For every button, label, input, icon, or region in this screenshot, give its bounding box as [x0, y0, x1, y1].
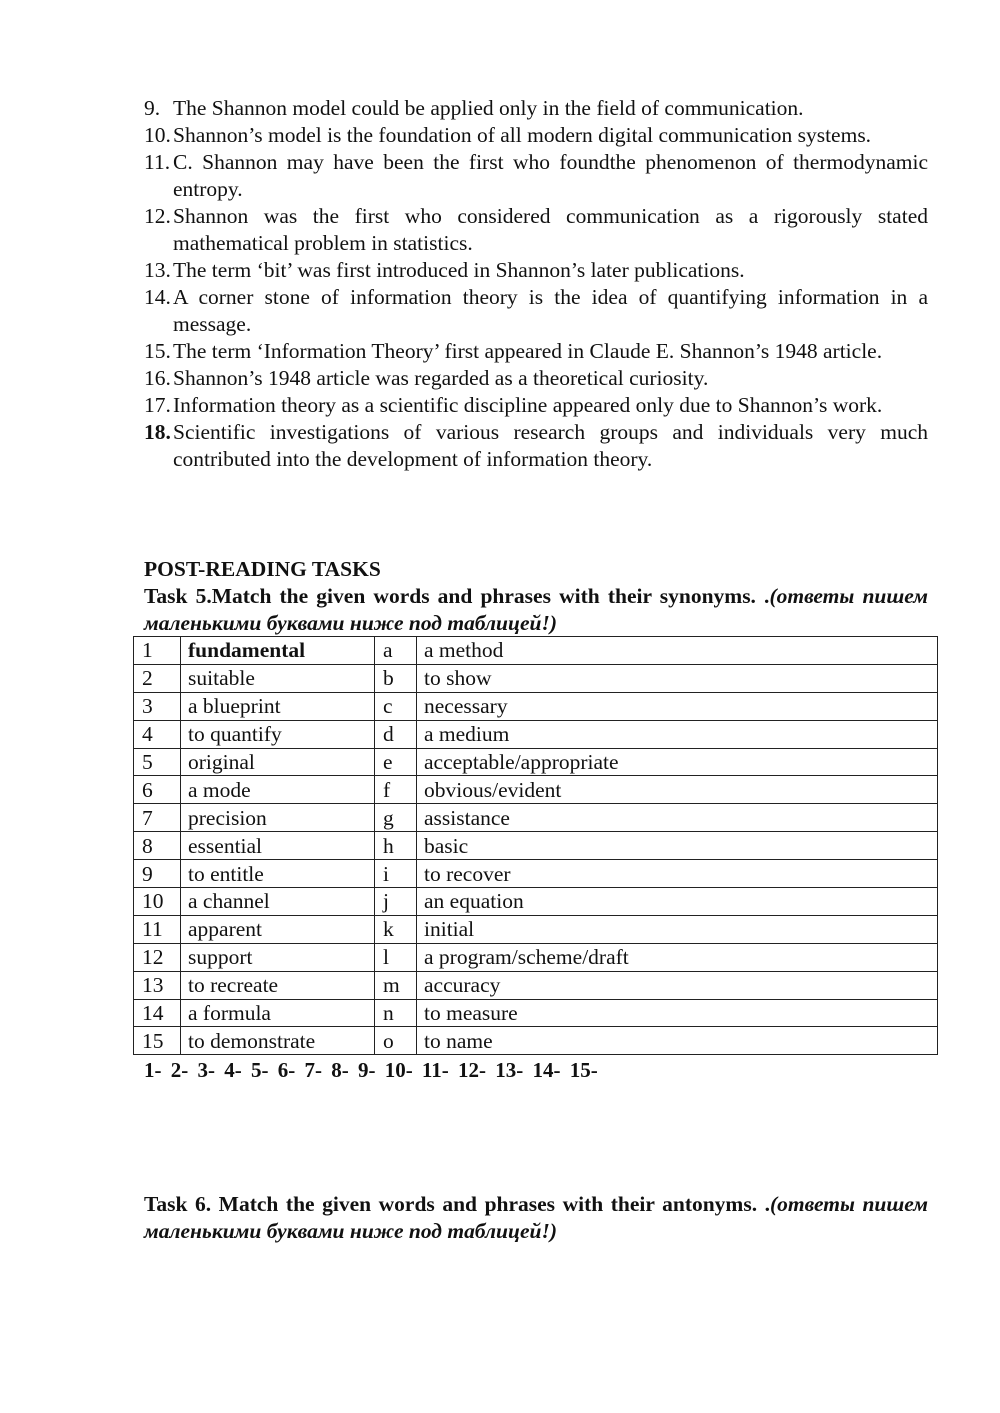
task5-title: Task 5.Match the given words and phrases with their synonyms. .	[144, 584, 770, 608]
letter-cell: k	[375, 915, 417, 943]
row-number: 10	[134, 888, 181, 916]
task6-note: (ответы пишем маленькими буквами ниже под таблицей!)	[144, 1192, 929, 1243]
letter-cell: i	[375, 860, 417, 888]
statement-item	[144, 419, 928, 473]
synonym-cell: a method	[417, 637, 938, 665]
synonym-cell: assistance	[417, 804, 938, 832]
letter-cell: g	[375, 804, 417, 832]
statement-number: 16.	[144, 366, 171, 390]
table-row	[134, 637, 938, 665]
synonym-cell: accuracy	[417, 971, 938, 999]
row-number: 7	[134, 804, 181, 832]
letter-cell: d	[375, 720, 417, 748]
table-row	[134, 999, 938, 1027]
letter-cell: c	[375, 692, 417, 720]
statement-number: 17.	[144, 393, 171, 417]
synonym-cell: acceptable/appropriate	[417, 748, 938, 776]
row-number: 11	[134, 915, 181, 943]
word-cell: to entitle	[181, 860, 375, 888]
synonym-cell: necessary	[417, 692, 938, 720]
statement-number: 13.	[144, 258, 171, 282]
statement-text: Scientific investigations of various research groups and individuals very much contributed into the development of information theory.	[173, 420, 928, 471]
statement-item	[144, 122, 928, 149]
word-cell: to quantify	[181, 720, 375, 748]
table-row	[134, 804, 938, 832]
statement-text: Shannon was the first who considered communication as a rigorously stated mathematical problem in statistics.	[173, 204, 928, 255]
row-number: 3	[134, 692, 181, 720]
table-row	[134, 720, 938, 748]
row-number: 9	[134, 860, 181, 888]
table-row	[134, 915, 938, 943]
row-number: 4	[134, 720, 181, 748]
statement-number: 12.	[144, 204, 171, 228]
statement-text: Shannon’s model is the foundation of all modern digital communication systems.	[173, 123, 872, 147]
statement-item	[144, 392, 928, 419]
letter-cell: h	[375, 832, 417, 860]
word-cell: to recreate	[181, 971, 375, 999]
synonym-cell: to name	[417, 1027, 938, 1055]
word-cell: suitable	[181, 664, 375, 692]
table-row	[134, 664, 938, 692]
row-number: 6	[134, 776, 181, 804]
table-row	[134, 748, 938, 776]
word-cell: a blueprint	[181, 692, 375, 720]
table-row	[134, 943, 938, 971]
letter-cell: a	[375, 637, 417, 665]
statement-number: 15.	[144, 339, 171, 363]
word-cell: fundamental	[181, 637, 375, 665]
row-number: 2	[134, 664, 181, 692]
table-row	[134, 832, 938, 860]
row-number: 5	[134, 748, 181, 776]
word-cell: to demonstrate	[181, 1027, 375, 1055]
statement-item	[144, 149, 928, 203]
section-heading: POST-READING TASKS	[144, 557, 381, 581]
letter-cell: b	[375, 664, 417, 692]
synonym-cell: to recover	[417, 860, 938, 888]
statement-number: 14.	[144, 285, 171, 309]
statement-number: 10.	[144, 123, 171, 147]
synonym-cell: a program/scheme/draft	[417, 943, 938, 971]
table-row	[134, 776, 938, 804]
statement-text: Information theory as a scientific discipline appeared only due to Shannon’s work.	[173, 393, 883, 417]
statement-list	[144, 95, 928, 473]
statement-text: Shannon’s 1948 article was regarded as a theoretical curiosity.	[173, 366, 709, 390]
statement-text: C. Shannon may have been the first who foundthe phenomenon of thermodynamic entropy.	[173, 150, 928, 201]
word-cell: essential	[181, 832, 375, 860]
statement-item	[144, 338, 928, 365]
row-number: 8	[134, 832, 181, 860]
statement-number: 11.	[144, 150, 171, 174]
task6-instruction	[144, 1191, 928, 1245]
table-row	[134, 1027, 938, 1055]
statement-item	[144, 95, 928, 122]
letter-cell: n	[375, 999, 417, 1027]
synonym-match-table	[133, 636, 938, 1055]
statement-text: The term ‘Information Theory’ first appeared in Claude E. Shannon’s 1948 article.	[173, 339, 883, 363]
word-cell: precision	[181, 804, 375, 832]
word-cell: original	[181, 748, 375, 776]
table-row	[134, 888, 938, 916]
letter-cell: l	[375, 943, 417, 971]
statement-text: The term ‘bit’ was first introduced in Shannon’s later publications.	[173, 258, 745, 282]
synonym-cell: basic	[417, 832, 938, 860]
statement-item	[144, 203, 928, 257]
statement-item	[144, 284, 928, 338]
answer-line: 1- 2- 3- 4- 5- 6- 7- 8- 9- 10- 11- 12- 13- 14- 15-	[144, 1058, 598, 1082]
row-number: 1	[134, 637, 181, 665]
row-number: 14	[134, 999, 181, 1027]
row-number: 15	[134, 1027, 181, 1055]
statement-item	[144, 257, 928, 284]
task5-instruction	[144, 583, 928, 637]
letter-cell: m	[375, 971, 417, 999]
task6-title: Task 6. Match the given words and phrases with their antonyms. .	[144, 1192, 771, 1216]
task5-note: (ответы пишем маленькими буквами ниже под таблицей!)	[144, 584, 929, 635]
statement-text: The Shannon model could be applied only in the field of communication.	[173, 96, 804, 120]
word-cell: a formula	[181, 999, 375, 1027]
statement-number: 18.	[144, 420, 171, 444]
synonym-cell: initial	[417, 915, 938, 943]
letter-cell: j	[375, 888, 417, 916]
synonym-cell: an equation	[417, 888, 938, 916]
word-cell: a mode	[181, 776, 375, 804]
row-number: 13	[134, 971, 181, 999]
table-row	[134, 971, 938, 999]
row-number: 12	[134, 943, 181, 971]
synonym-cell: to measure	[417, 999, 938, 1027]
letter-cell: e	[375, 748, 417, 776]
word-cell: apparent	[181, 915, 375, 943]
table-row	[134, 860, 938, 888]
table-row	[134, 692, 938, 720]
word-cell: a channel	[181, 888, 375, 916]
letter-cell: f	[375, 776, 417, 804]
synonym-cell: to show	[417, 664, 938, 692]
word-cell: support	[181, 943, 375, 971]
synonym-cell: obvious/evident	[417, 776, 938, 804]
statement-number: 9.	[144, 96, 161, 120]
statement-text: A corner stone of information theory is the idea of quantifying information in a message.	[173, 285, 928, 336]
statement-item	[144, 365, 928, 392]
synonym-cell: a medium	[417, 720, 938, 748]
letter-cell: o	[375, 1027, 417, 1055]
